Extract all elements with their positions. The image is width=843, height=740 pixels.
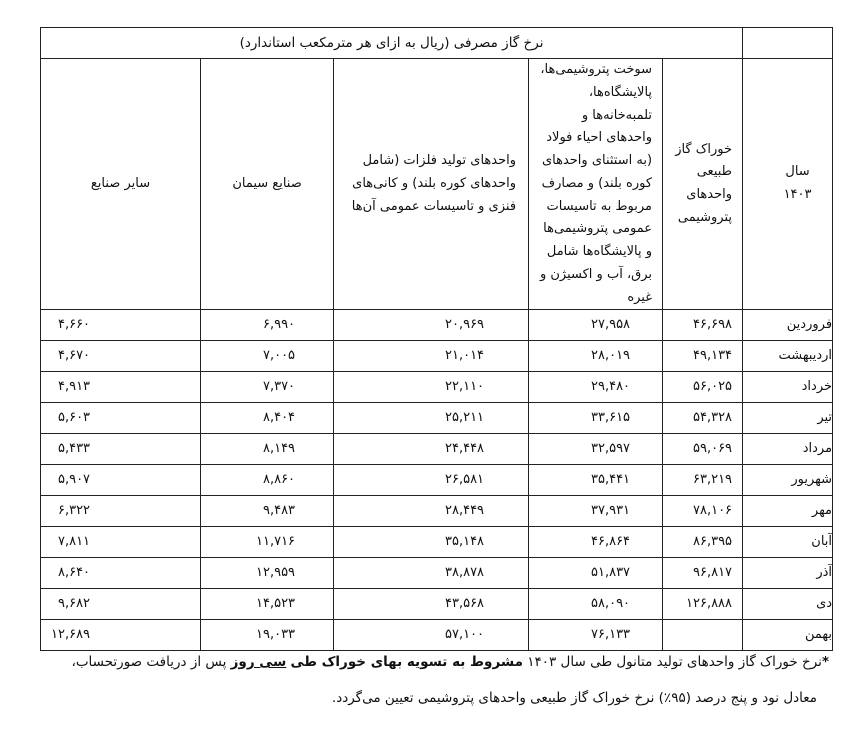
- table-row: [41, 527, 833, 558]
- footnote-text-1b: پس از دریافت صورتحساب،: [71, 654, 231, 670]
- header-cement: صنایع سیمان: [201, 59, 334, 310]
- metals-cell: ۳۵,۱۴۸: [334, 527, 529, 558]
- table-row: [41, 403, 833, 434]
- month-cell: بهمن: [743, 620, 833, 651]
- header-other: سایر صنایع: [41, 59, 201, 310]
- cement-cell: ۸,۱۴۹: [201, 434, 334, 465]
- metals-cell: ۲۵,۲۱۱: [334, 403, 529, 434]
- table-row: [41, 558, 833, 589]
- cement-cell: ۷,۰۰۵: [201, 341, 334, 372]
- fuel-cell: ۵۱,۸۳۷: [529, 558, 663, 589]
- fuel-cell: ۲۹,۴۸۰: [529, 372, 663, 403]
- petrochem-feed-cell: ۵۹,۰۶۹: [663, 434, 743, 465]
- gas-rate-table: [40, 27, 833, 651]
- metals-cell: ۲۱,۰۱۴: [334, 341, 529, 372]
- month-cell: آبان: [743, 527, 833, 558]
- other-cell: ۴,۶۶۰: [41, 310, 201, 341]
- petrochem-feed-cell: ۹۶,۸۱۷: [663, 558, 743, 589]
- month-cell: مهر: [743, 496, 833, 527]
- metals-cell: ۲۰,۹۶۹: [334, 310, 529, 341]
- month-cell: مرداد: [743, 434, 833, 465]
- header-petrochem-feed: خوراک گاز طبیعی واحدهای پتروشیمی: [663, 59, 743, 310]
- cement-cell: ۶,۹۹۰: [201, 310, 334, 341]
- table-body: [41, 310, 833, 651]
- cement-cell: ۱۴,۵۲۳: [201, 589, 334, 620]
- other-cell: ۹,۶۸۲: [41, 589, 201, 620]
- header-year: سال ۱۴۰۳: [743, 59, 833, 310]
- other-cell: ۶,۳۲۲: [41, 496, 201, 527]
- fuel-cell: ۳۳,۶۱۵: [529, 403, 663, 434]
- petrochem-feed-cell: ۴۶,۶۹۸: [663, 310, 743, 341]
- petrochem-feed-cell: ۶۳,۲۱۹: [663, 465, 743, 496]
- table-row: [41, 620, 833, 651]
- table-row: [41, 310, 833, 341]
- fuel-cell: ۵۸,۰۹۰: [529, 589, 663, 620]
- header-metals: واحدهای تولید فلزات (شامل واحدهای کوره بلند) و کانی‌های فنزی و تاسیسات عمومی آن‌ها: [334, 59, 529, 310]
- table-row: [41, 589, 833, 620]
- fuel-cell: ۳۷,۹۳۱: [529, 496, 663, 527]
- other-cell: ۷,۸۱۱: [41, 527, 201, 558]
- month-cell: شهریور: [743, 465, 833, 496]
- other-cell: ۵,۴۳۳: [41, 434, 201, 465]
- month-cell: اردیبهشت: [743, 341, 833, 372]
- other-cell: ۴,۹۱۳: [41, 372, 201, 403]
- other-cell: ۱۲,۶۸۹: [41, 620, 201, 651]
- cement-cell: ۱۹,۰۳۳: [201, 620, 334, 651]
- metals-cell: ۲۲,۱۱۰: [334, 372, 529, 403]
- fuel-cell: ۴۶,۸۶۴: [529, 527, 663, 558]
- petrochem-feed-cell: ۵۴,۳۲۸: [663, 403, 743, 434]
- month-cell: تیر: [743, 403, 833, 434]
- cement-cell: ۸,۸۶۰: [201, 465, 334, 496]
- footnote-bold-condition: مشروط به تسویه بهای خوراک طی: [290, 654, 523, 670]
- table-row: [41, 496, 833, 527]
- fuel-cell: ۳۵,۴۴۱: [529, 465, 663, 496]
- fuel-cell: ۲۸,۰۱۹: [529, 341, 663, 372]
- table-row: [41, 434, 833, 465]
- metals-cell: ۳۸,۸۷۸: [334, 558, 529, 589]
- other-cell: ۵,۹۰۷: [41, 465, 201, 496]
- petrochem-feed-cell: [663, 620, 743, 651]
- other-cell: ۸,۶۴۰: [41, 558, 201, 589]
- petrochem-feed-cell: ۵۶,۰۲۵: [663, 372, 743, 403]
- metals-cell: ۲۴,۴۴۸: [334, 434, 529, 465]
- petrochem-feed-cell: ۴۹,۱۳۴: [663, 341, 743, 372]
- month-cell: دی: [743, 589, 833, 620]
- footnote-bold-underline: سی روز: [230, 654, 287, 670]
- header-fuel: سوخت پتروشیمی‌ها، پالایشگاه‌ها، تلمبه‌خانه‌ها و واحدهای احیاء فولاد (به استثنای واحدهای کوره بلند) و مصارف مربوط به تاسیسات عمومی پتروشیمی‌ها و پالایشگاه‌ها شامل برق، آب و اکسیژن و غیره: [529, 59, 663, 310]
- footnote-line-1: [9, 656, 829, 670]
- footnote-text-1a: نرخ خوراک گاز واحدهای تولید متانول طی سال ۱۴۰۳: [522, 654, 822, 670]
- fuel-cell: ۷۶,۱۳۳: [529, 620, 663, 651]
- footnote-asterisk: *: [821, 654, 829, 670]
- metals-cell: ۵۷,۱۰۰: [334, 620, 529, 651]
- table-row: [41, 465, 833, 496]
- metals-cell: ۲۶,۵۸۱: [334, 465, 529, 496]
- month-cell: خرداد: [743, 372, 833, 403]
- metals-cell: ۲۸,۴۴۹: [334, 496, 529, 527]
- table-row: [41, 341, 833, 372]
- cement-cell: ۸,۴۰۴: [201, 403, 334, 434]
- cement-cell: ۱۱,۷۱۶: [201, 527, 334, 558]
- table-blank-corner: [743, 28, 833, 59]
- cement-cell: ۹,۴۸۳: [201, 496, 334, 527]
- table-title: نرخ گاز مصرفی (ریال به ازای هر مترمکعب استاندارد): [41, 28, 743, 59]
- cement-cell: ۱۲,۹۵۹: [201, 558, 334, 589]
- petrochem-feed-cell: ۸۶,۳۹۵: [663, 527, 743, 558]
- other-cell: ۵,۶۰۳: [41, 403, 201, 434]
- petrochem-feed-cell: ۱۲۶,۸۸۸: [663, 589, 743, 620]
- month-cell: فروردین: [743, 310, 833, 341]
- footnote-line-2: معادل نود و پنج درصد (۹۵٪) نرخ خوراک گاز طبیعی واحدهای پتروشیمی تعیین می‌گردد.: [331, 690, 817, 706]
- month-cell: آذر: [743, 558, 833, 589]
- petrochem-feed-cell: ۷۸,۱۰۶: [663, 496, 743, 527]
- fuel-cell: ۳۲,۵۹۷: [529, 434, 663, 465]
- table-row: [41, 372, 833, 403]
- other-cell: ۴,۶۷۰: [41, 341, 201, 372]
- metals-cell: ۴۳,۵۶۸: [334, 589, 529, 620]
- fuel-cell: ۲۷,۹۵۸: [529, 310, 663, 341]
- cement-cell: ۷,۳۷۰: [201, 372, 334, 403]
